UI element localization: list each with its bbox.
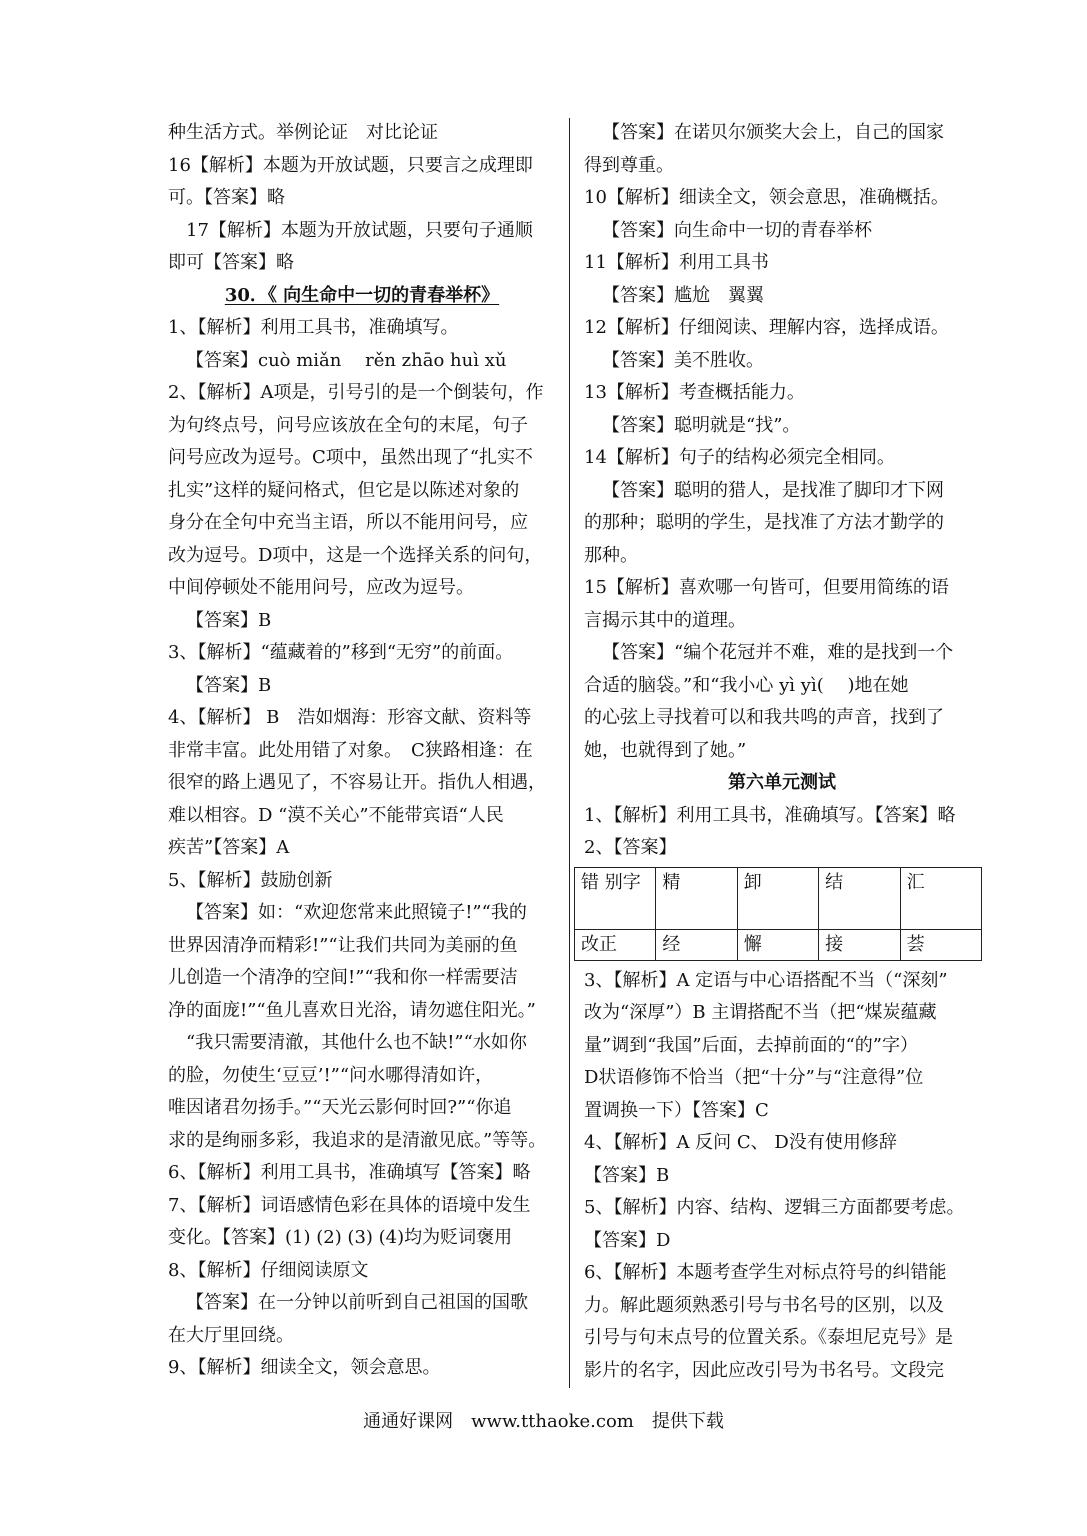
text-line: 【答案】“编个花冠并不难，难的是找到一个 — [602, 642, 954, 663]
text-line: 4、【解析】A 反问 C、 D没有使用修辞 — [584, 1132, 897, 1153]
table-cell: 错 别字 — [575, 867, 656, 929]
table-row — [575, 867, 982, 929]
table-row — [575, 929, 982, 960]
correction-table — [574, 867, 982, 961]
text-line: 【答案】尴尬 翼翼 — [602, 284, 764, 306]
text-line: 【答案】在一分钟以前听到自己祖国的国歌 — [186, 1292, 528, 1313]
text-line: 【答案】向生命中一切的青春举杯 — [602, 219, 872, 241]
text-line: 种生活方式。举例论证 对比论证 — [168, 122, 438, 143]
text-line: 【答案】聪明的猎人，是找准了脚印才下网 — [602, 479, 944, 501]
table-cell: 卸 — [737, 867, 818, 929]
text-line: 她，也就得到了她。” — [584, 739, 747, 761]
text-line: 12【解析】仔细阅读、理解内容，选择成语。 — [584, 317, 949, 338]
text-line: 【答案】B — [584, 1164, 670, 1186]
text-line: 11【解析】利用工具书 — [584, 252, 769, 273]
text-line: 净的面庞!”“鱼儿喜欢日光浴，请勿遮住阳光。” — [168, 999, 536, 1021]
column-divider — [569, 118, 570, 1388]
text-line: 2、【解析】A项是，引号引的是一个倒装句，作 — [168, 382, 544, 403]
text-line: 4、【解析】 B 浩如烟海：形容文献、资料等 — [168, 707, 532, 728]
right-column — [581, 117, 980, 1387]
text-line: “我只需要清澈，其他什么也不缺!”“水如你 — [186, 1032, 527, 1053]
text-line: 17【解析】本题为开放试题，只要句子通顺 — [186, 219, 533, 241]
text-line: 合适的脑袋。”和“我小心 yì yì( )地在她 — [584, 674, 909, 696]
text-line: 8、【解析】仔细阅读原文 — [168, 1259, 369, 1281]
text-line: 【答案】聪明就是“找”。 — [602, 414, 801, 436]
right-column-top — [584, 117, 980, 865]
text-line: 影片的名字，因此应改引号为书名号。文段完 — [584, 1359, 944, 1381]
table-cell: 精 — [656, 867, 737, 929]
text-line: 1、【解析】利用工具书，准确填写。 — [168, 317, 459, 338]
text-line: D状语修饰不恰当（把“十分”与“注意得”位 — [584, 1067, 924, 1088]
table-cell: 荟 — [900, 929, 981, 960]
text-line: 6、【解析】本题考查学生对标点符号的纠错能 — [584, 1262, 947, 1283]
text-line: 可。【答案】略 — [168, 187, 285, 208]
text-line: 7、【解析】词语感情色彩在具体的语境中发生 — [168, 1194, 531, 1216]
text-line: 的心弦上寻找着可以和我共鸣的声音，找到了 — [584, 707, 944, 728]
text-line: 15【解析】喜欢哪一句皆可，但要用简练的语 — [584, 577, 949, 598]
left-column — [168, 117, 556, 1385]
page-footer: 通通好课网 www.tthaoke.com 提供下载 — [363, 1411, 724, 1432]
text-line: 身分在全句中充当主语，所以不能用问号，应 — [168, 512, 528, 533]
text-line: 引号与句末点号的位置关系。《泰坦尼克号》是 — [584, 1327, 953, 1348]
text-line: 6、【解析】利用工具书，准确填写【答案】略 — [168, 1162, 531, 1183]
text-line: 14【解析】句子的结构必须完全相同。 — [584, 447, 895, 468]
text-line: 世界因清净而精彩!”“让我们共同为美丽的鱼 — [168, 934, 518, 956]
section-title: 第六单元测试 — [728, 772, 836, 793]
section-title: 30．《 向生命中一切的青春举杯》 — [224, 284, 500, 306]
text-line: 5、【解析】内容、结构、逻辑三方面都要考虑。 — [584, 1197, 965, 1218]
text-line: 疾苦”【答案】A — [168, 837, 290, 858]
text-line: 2、【答案】 — [584, 837, 677, 858]
table-cell: 汇 — [900, 867, 981, 929]
text-line: 1、【解析】利用工具书，准确填写。【答案】略 — [584, 804, 956, 826]
text-line: 很窄的路上遇见了，不容易让开。指仇人相遇， — [168, 772, 546, 793]
text-line: 【答案】美不胜收。 — [602, 349, 764, 371]
table-cell: 接 — [819, 929, 900, 960]
text-line: 【答案】B — [186, 674, 272, 696]
text-line: 【答案】cuò miǎn rěn zhāo huì xǔ — [186, 349, 507, 371]
text-line: 16【解析】本题为开放试题，只要言之成理即 — [168, 154, 533, 176]
text-line: 非常丰富。此处用错了对象。 C狭路相逢：在 — [168, 739, 533, 761]
text-line: 的那种；聪明的学生，是找准了方法才勤学的 — [584, 512, 944, 533]
text-line: 改为“深厚”）B 主谓搭配不当（把“煤炭蕴藏 — [584, 1002, 937, 1023]
text-line: 【答案】D — [584, 1229, 671, 1251]
table-cell: 结 — [819, 867, 900, 929]
text-line: 在大厅里回绕。 — [168, 1324, 294, 1346]
text-line: 言揭示其中的道理。 — [584, 609, 746, 631]
text-line: 力。解此题须熟悉引号与书名号的区别，以及 — [584, 1294, 944, 1316]
text-line: 量”调到“我国”后面，去掉前面的“的”字） — [584, 1034, 919, 1056]
text-line: 置调换一下）【答案】C — [584, 1099, 769, 1121]
text-line: 10【解析】细读全文，领会意思，准确概括。 — [584, 187, 949, 208]
text-line: 得到尊重。 — [584, 154, 674, 176]
text-line: 3、【解析】A 定语与中心语搭配不当（“深刻” — [584, 969, 948, 991]
table-cell: 经 — [656, 929, 737, 960]
text-line: 【答案】如：“欢迎您常来此照镜子!”“我的 — [186, 902, 527, 923]
right-column-bottom — [584, 965, 980, 1388]
text-line: 求的是绚丽多彩，我追求的是清澈见底。”等等。 — [168, 1129, 547, 1151]
text-line: 儿创造一个清净的空间!”“我和你一样需要洁 — [168, 967, 518, 988]
text-line: 【答案】B — [186, 609, 272, 631]
text-line: 问号应改为逗号。C项中，虽然出现了“扎实不 — [168, 447, 533, 468]
text-line: 3、【解析】“蕴藏着的”移到“无穷”的前面。 — [168, 642, 514, 663]
text-line: 难以相容。D “漠不关心”不能带宾语“人民 — [168, 804, 504, 826]
text-line: 13【解析】考查概括能力。 — [584, 382, 805, 403]
text-line: 的脸，勿使生‘豆豆’!”“问水哪得清如许， — [168, 1064, 494, 1086]
text-line: 唯因诸君勿扬手。”“天光云影何时回?”“你追 — [168, 1097, 512, 1118]
text-line: 9、【解析】细读全文，领会意思。 — [168, 1357, 441, 1378]
text-line: 为句终点号，问号应该放在全句的末尾，句子 — [168, 414, 528, 436]
text-line: 改为逗号。D项中，这是一个选择关系的问句， — [168, 544, 543, 566]
text-line: 扎实”这样的疑问格式，但它是以陈述对象的 — [168, 479, 520, 501]
text-line: 【答案】在诺贝尔颁奖大会上，自己的国家 — [602, 122, 944, 143]
text-line: 那种。 — [584, 544, 638, 566]
table-cell: 改正 — [575, 929, 656, 960]
text-line: 变化。【答案】(1) (2) (3) (4)均为贬词褒用 — [168, 1227, 513, 1248]
text-line: 即可【答案】略 — [168, 252, 294, 273]
table-cell: 懈 — [737, 929, 818, 960]
text-line: 中间停顿处不能用问号，应改为逗号。 — [168, 577, 474, 598]
text-line: 5、【解析】鼓励创新 — [168, 869, 333, 891]
